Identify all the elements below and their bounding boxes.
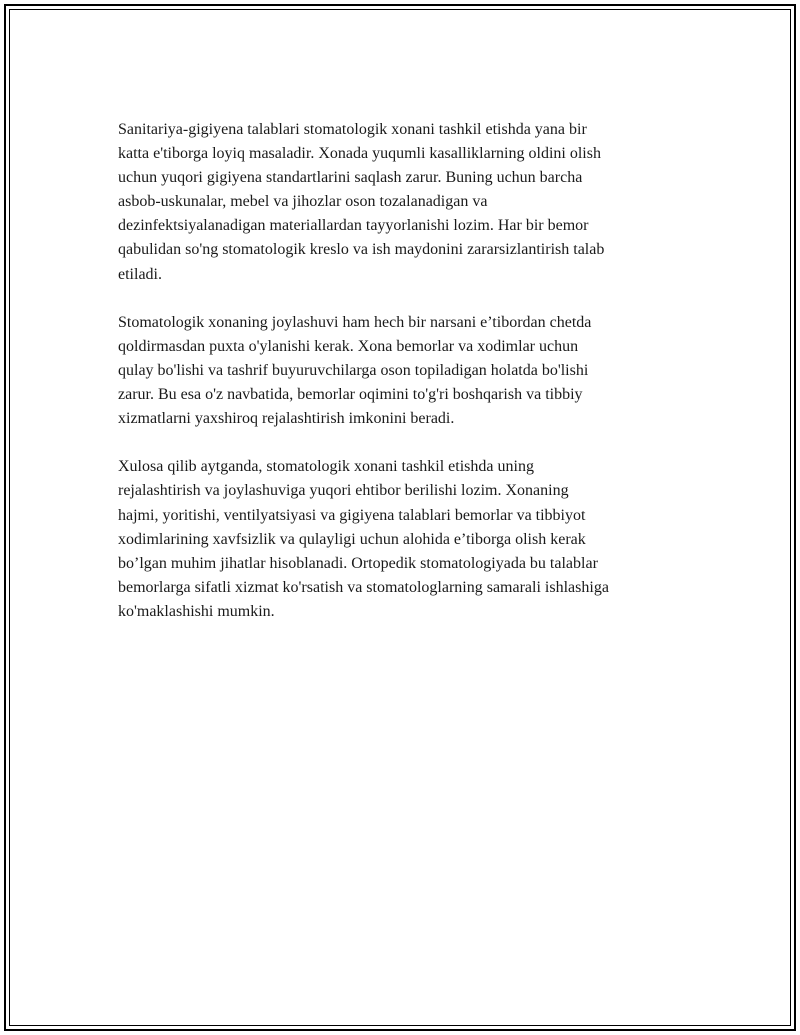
document-body	[118, 118, 688, 648]
paragraph-sanitary-requirements: Sanitariya-gigiyena talablari stomatologik xonani tashkil etishda yana bir katta e'tiborga loyiq masaladir. Xonada yuqumli kasalliklarning oldini olish uchun yuqori gigiyena standartlarini saqlash zarur. Buning uchun barcha asbob-uskunalar, mebel va jihozlar oson tozalanadigan va dezinfektsiyalanadigan materiallardan tayyorlanishi lozim. Har bir bemor qabulidan so'ng stomatologik kreslo va ish maydonini zararsizlantirish talab etiladi.	[118, 121, 605, 283]
paragraph-conclusion: Xulosa qilib aytganda, stomatologik xonani tashkil etishda uning rejalashtirish va joylashuviga yuqori ehtibor berilishi lozim. Xonaning hajmi, yoritishi, ventilyatsiyasi va gigiyena talablari bemorlar va tibbiyot xodimlarining xavfsizlik va qulayligi uchun alohida e’tiborga olish kerak bo’lgan muhim jihatlar hisoblanadi. Ortopedik stomatologiyada bu talablar bemorlarga sifatli xizmat ko'rsatish va stomatologlarning samarali ishlashiga ko'maklashishi mumkin.	[118, 458, 609, 620]
paragraph-room-location: Stomatologik xonaning joylashuvi ham hech bir narsani e’tibordan chetda qoldirmasdan puxta o'ylanishi kerak. Xona bemorlar va xodimlar uchun qulay bo'lishi va tashrif buyuruvchilarga oson topiladigan holatda bo'lishi zarur. Bu esa o'z navbatida, bemorlar oqimini to'g'ri boshqarish va tibbiy xizmatlarni yaxshiroq rejalashtirish imkonini beradi.	[118, 313, 592, 428]
